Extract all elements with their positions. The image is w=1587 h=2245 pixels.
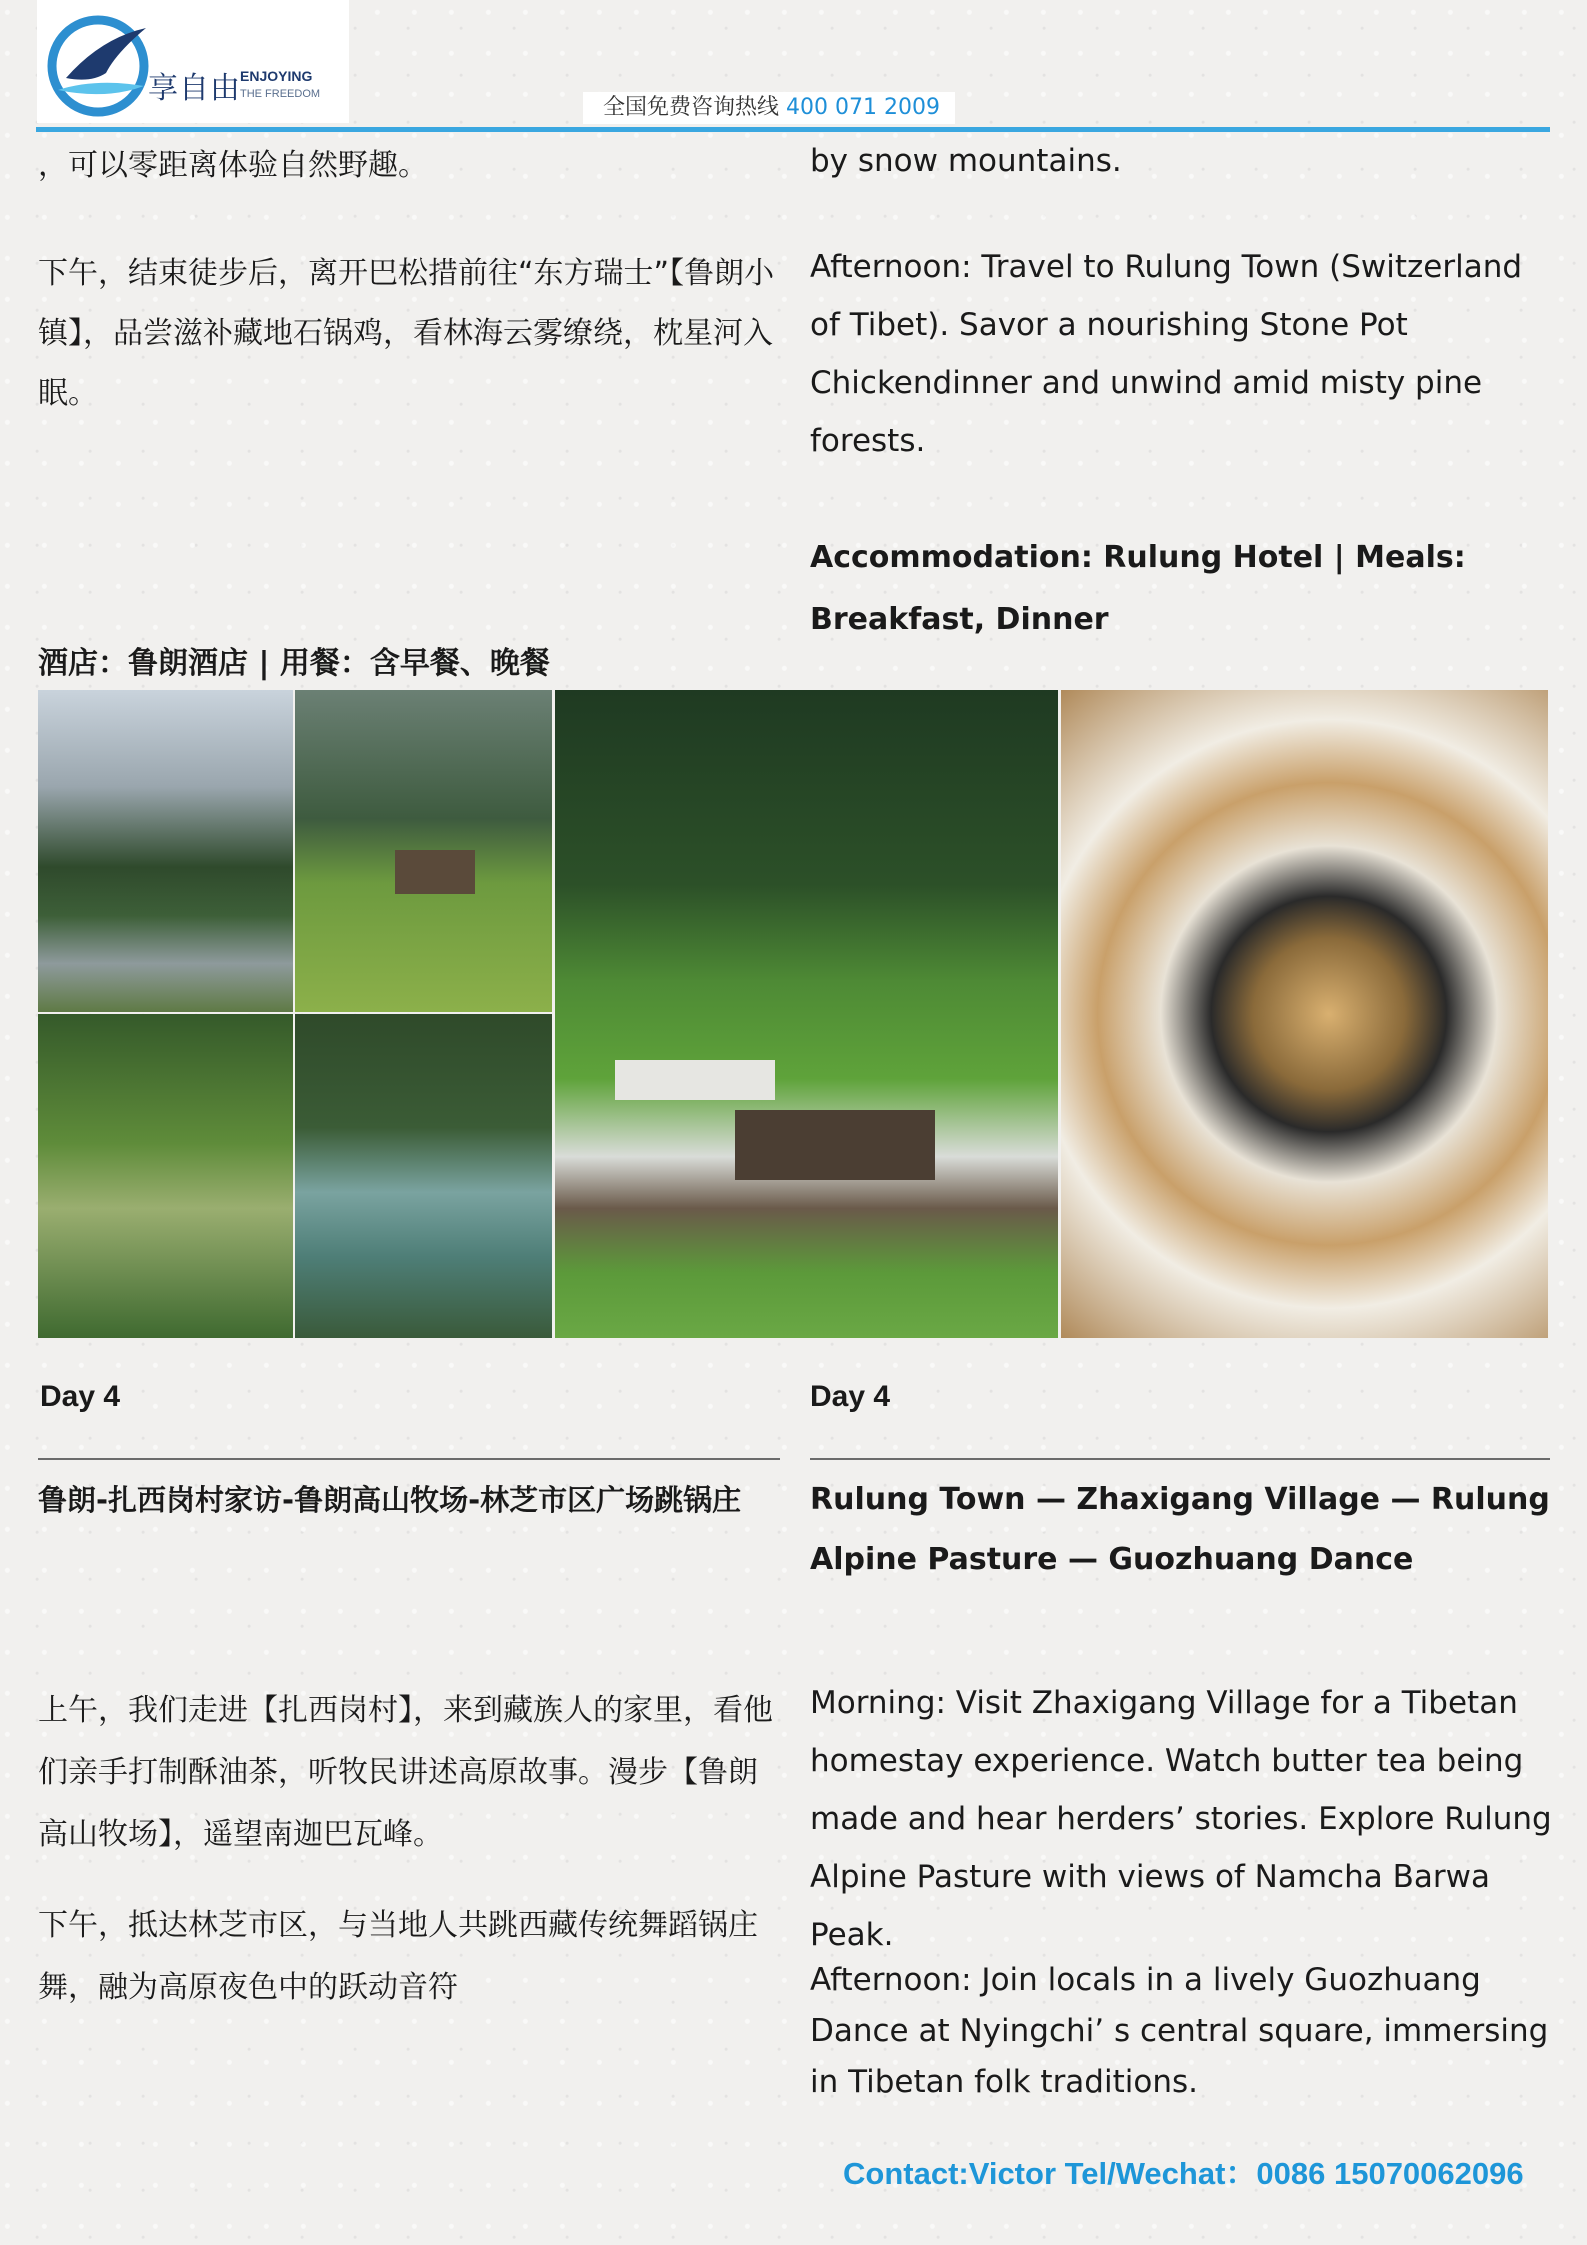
en-morning-paragraph: Morning: Visit Zhaxigang Village for a Tibetan homestay experience. Watch butter tea being made and hear herders’ stories. Explore Rulung Alpine Pasture with views of Namcha Barwa Peak. xyxy=(810,1685,1552,1953)
photo-stone-pot-chicken xyxy=(1061,690,1548,1338)
cn-morning-paragraph: 上午，我们走进【扎西岗村】，来到藏族人的家里，看他们亲手打制酥油茶，听牧民讲述高原故事。漫步【鲁朗高山牧场】，遥望南迦巴瓦峰。 xyxy=(38,1693,773,1852)
en-afternoon-dance-paragraph: Afternoon: Join locals in a lively Guozhuang Dance at Nyingchi’ s central square, immersing in Tibetan folk traditions. xyxy=(810,1962,1549,2100)
logo-english-text: ENJOYING xyxy=(240,68,313,84)
photo-rulung-village xyxy=(555,690,1058,1338)
photo-mountain-river xyxy=(38,690,293,1012)
cn-route-title: 鲁朗-扎西岗村家访-鲁朗高山牧场-林芝市区广场跳锅庄 xyxy=(38,1483,742,1517)
cn-day-heading: Day 4 xyxy=(40,1380,121,1413)
photo-wooden-cabin xyxy=(295,690,552,1012)
village-house-shape xyxy=(735,1110,935,1180)
contact-info: Contact:Victor Tel/Wechat：0086 15070062096 xyxy=(843,2156,1524,2191)
photo-forest-stream xyxy=(295,1014,552,1338)
photo-meadow-horse xyxy=(38,1014,293,1338)
cn-afternoon-paragraph: 下午，结束徒步后，离开巴松措前往“东方瑞士”【鲁朗小镇】，品尝滋补藏地石锅鸡，看林海云雾缭绕，枕星河入眠。 xyxy=(38,256,775,411)
hotline-banner xyxy=(583,92,955,124)
logo-chinese-text: 享自由 xyxy=(148,71,241,106)
cn-afternoon-dance-paragraph: 下午，抵达林芝市区，与当地人共跳西藏传统舞蹈锅庄舞，融为高原夜色中的跃动音符 xyxy=(38,1908,758,2005)
cn-continuation-text: ，可以零距离体验自然野趣。 xyxy=(38,148,428,183)
photo-collage xyxy=(38,690,1548,1338)
hotline-label: 全国免费咨询热线 xyxy=(603,95,780,120)
cn-day-divider xyxy=(38,1458,780,1460)
logo-english-subtext: THE FREEDOM xyxy=(240,88,321,100)
dolphin-logo-icon xyxy=(46,8,156,118)
cn-accommodation-line: 酒店：鲁朗酒店 | 用餐：含早餐、晚餐 xyxy=(38,646,550,681)
en-afternoon-paragraph: Afternoon: Travel to Rulung Town (Switzerland of Tibet). Savor a nourishing Stone Pot Chickendinner and unwind amid misty pine forests. xyxy=(810,249,1523,459)
en-continuation-text: by snow mountains. xyxy=(810,143,1122,179)
village-building-shape xyxy=(615,1060,775,1100)
en-day-heading: Day 4 xyxy=(810,1380,891,1413)
hotline-number: 400 071 2009 xyxy=(786,95,940,120)
cabin-shape xyxy=(395,850,475,894)
en-accommodation-line: Accommodation: Rulung Hotel | Meals: Breakfast, Dinner xyxy=(810,540,1466,637)
en-route-title: Rulung Town — Zhaxigang Village — Rulung Alpine Pasture — Guozhuang Dance xyxy=(810,1482,1550,1577)
en-day-divider xyxy=(810,1458,1550,1460)
